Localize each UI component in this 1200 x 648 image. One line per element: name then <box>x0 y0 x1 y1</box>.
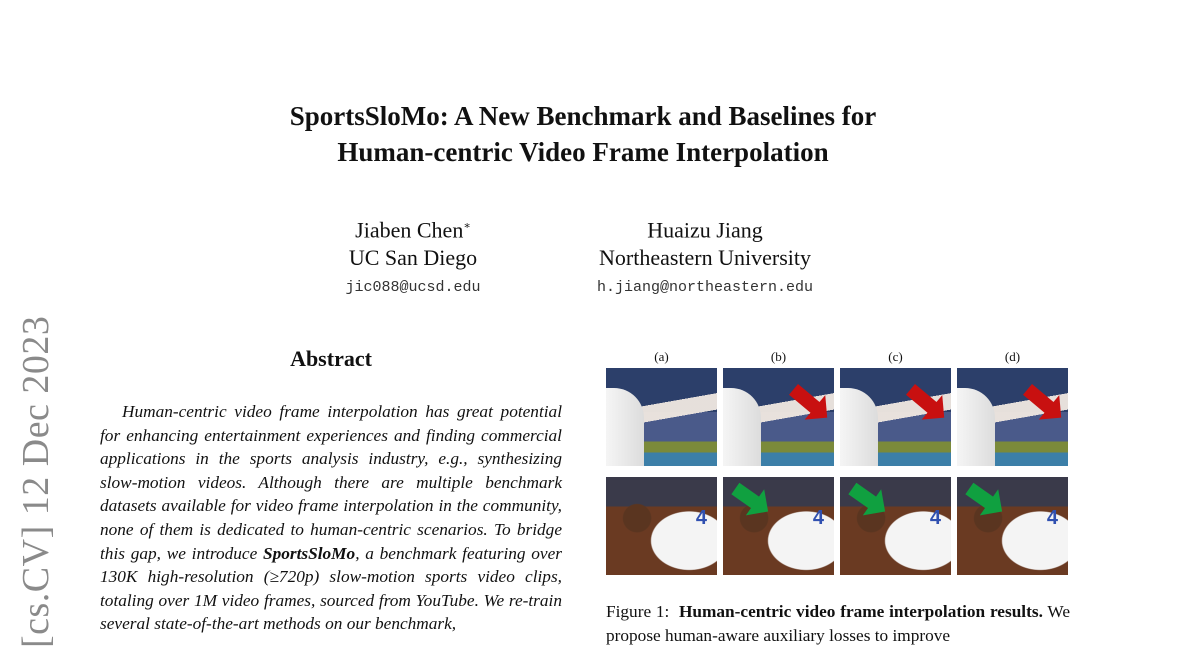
panel-label-d: (d) <box>1004 349 1021 364</box>
caption-text: We propose human-aware auxiliary losses to improve <box>606 602 1070 645</box>
frame-image-d2 <box>957 477 1068 575</box>
author-block-1 <box>330 212 496 304</box>
green-arrow-icon <box>848 483 877 509</box>
author-email: jic088@ucsd.edu <box>345 279 481 297</box>
author-name: Jiaben Chen∗ <box>355 217 471 243</box>
panel-label-c: (c) <box>888 349 903 364</box>
paper-title <box>200 98 966 170</box>
jersey-number: 4 <box>812 507 824 529</box>
figure-caption <box>606 600 1070 647</box>
author-name: Huaizu Jiang <box>647 217 763 243</box>
title-line-2: Human-centric Video Frame Interpolation <box>337 137 829 167</box>
abstract-heading: Abstract <box>290 346 372 371</box>
title-line-1: SportsSloMo: A New Benchmark and Baselines for <box>289 101 877 131</box>
panel-label-a: (a) <box>654 349 669 364</box>
green-arrow-icon <box>731 483 760 509</box>
author-email: h.jiang@northeastern.edu <box>596 279 814 297</box>
green-arrow-icon <box>965 483 994 509</box>
frame-image-c1 <box>840 368 951 466</box>
benchmark-name: SportsSloMo <box>262 543 356 563</box>
figure-row-1 <box>606 368 1068 466</box>
red-arrow-icon <box>789 384 821 414</box>
figure-row-2 <box>606 477 1068 575</box>
author-affiliation: Northeastern University <box>599 245 811 271</box>
jersey-number: 4 <box>929 507 941 529</box>
jersey-number: 4 <box>1046 507 1058 529</box>
caption-label: Figure 1: <box>606 602 670 621</box>
red-arrow-icon <box>906 384 938 414</box>
panel-labels <box>606 348 1068 366</box>
jersey-number: 4 <box>695 507 707 529</box>
panel-label-b: (b) <box>770 349 787 364</box>
author-affiliation: UC San Diego <box>348 245 478 271</box>
figure-1 <box>606 348 1068 575</box>
frame-image-b2 <box>723 477 834 575</box>
frame-image-c2 <box>840 477 951 575</box>
frame-image-b1 <box>723 368 834 466</box>
frame-image-a2 <box>606 477 717 575</box>
frame-image-a1 <box>606 368 717 466</box>
arxiv-sidebar <box>14 300 84 648</box>
frame-image-d1 <box>957 368 1068 466</box>
arxiv-identifier: [cs.CV] 12 Dec 2023 <box>15 315 57 648</box>
abstract-text: Human-centric video frame interpolation has great potential for enhancing entertainment experiences and finding commercial applications in the sports analysis industry, e.g., synthesizing slow-motion videos. Although there are multiple benchmark datasets available for video frame interpolation in the community, none of them is dedicated to human-centric scenarios. To bridge this gap, we introduce SportsSloMo, a benchmark featuring over 130K high-resolution (≥720p) slow-motion sports video clips, totaling over 1M video frames, sourced from YouTube. We re-train several state-of-the-art methods on our benchmark, <box>100 402 562 634</box>
caption-bold: Human-centric video frame interpolation results. <box>678 602 1043 621</box>
red-arrow-icon <box>1023 384 1055 414</box>
author-block-2 <box>572 212 838 304</box>
